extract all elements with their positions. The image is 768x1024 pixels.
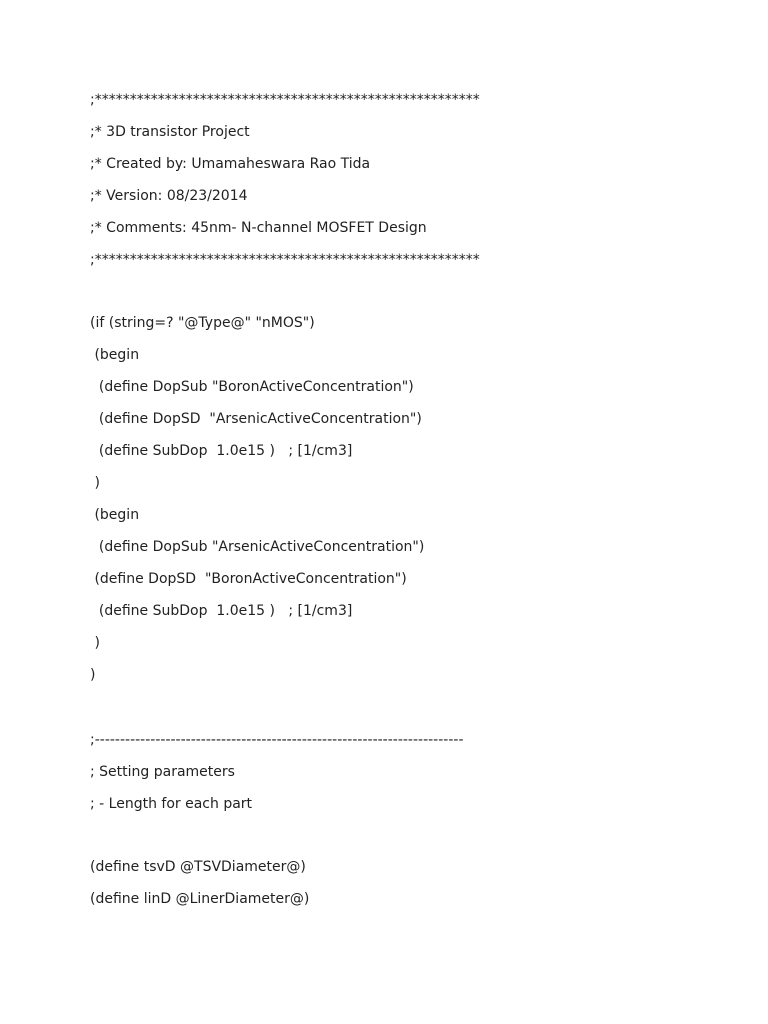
code-line: (begin	[90, 507, 140, 523]
code-line: (begin	[90, 347, 140, 363]
header-version: ;* Version: 08/23/2014	[90, 188, 248, 204]
comment-line: ; Setting parameters	[90, 764, 235, 780]
code-line: (define DopSD "BoronActiveConcentration")	[90, 571, 407, 587]
comment-line: ; - Length for each part	[90, 796, 253, 812]
code-line: (define DopSub "ArsenicActiveConcentration")	[90, 539, 425, 555]
code-line: )	[90, 635, 100, 651]
header-border-top: ;*******************************************************	[90, 92, 480, 108]
code-line: )	[90, 475, 100, 491]
header-project: ;* 3D transistor Project	[90, 124, 250, 140]
section-divider: ;-------------------------------------------------------------------------	[90, 732, 464, 748]
header-border-bottom: ;*******************************************************	[90, 252, 480, 268]
code-line: (if (string=? "@Type@" "nMOS")	[90, 315, 315, 331]
code-line: (define DopSD "ArsenicActiveConcentration")	[90, 411, 422, 427]
code-line: (define DopSub "BoronActiveConcentration")	[90, 379, 414, 395]
code-line: (define SubDop 1.0e15 ) ; [1/cm3]	[90, 443, 353, 459]
header-author: ;* Created by: Umamaheswara Rao Tida	[90, 156, 371, 172]
code-line: (define tsvD @TSVDiameter@)	[90, 859, 306, 875]
code-line: )	[90, 667, 96, 683]
header-comments: ;* Comments: 45nm- N-channel MOSFET Design	[90, 220, 427, 236]
code-line: (define linD @LinerDiameter@)	[90, 891, 310, 907]
code-line: (define SubDop 1.0e15 ) ; [1/cm3]	[90, 603, 353, 619]
